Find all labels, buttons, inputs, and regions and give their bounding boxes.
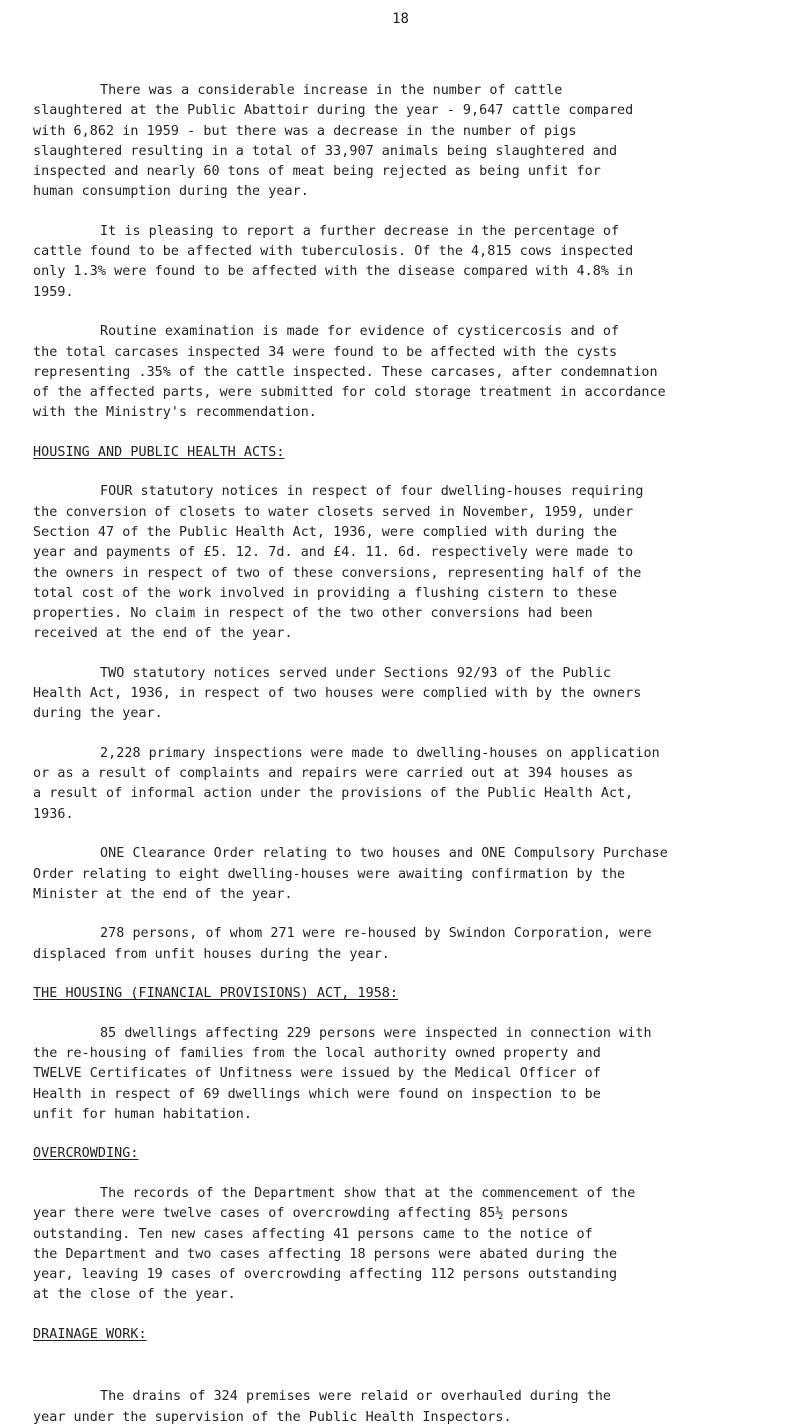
text-line: 2,228 primary inspections were made to dwelling-houses on application (100, 746, 660, 761)
text-line: Order relating to eight dwelling-houses were awaiting confirmation by the (33, 867, 626, 882)
text-line: the Department and two cases affecting 18 persons were abated during the (33, 1247, 618, 1262)
text-line: slaughtered resulting in a total of 33,907 animals being slaughtered and (33, 144, 618, 159)
text-line: Health in respect of 69 dwellings which were found on inspection to be (33, 1087, 601, 1102)
text-line: year there were twelve cases of overcrowding affecting 85½ persons (33, 1206, 569, 1221)
section-heading: HOUSING AND PUBLIC HEALTH ACTS: (33, 445, 285, 460)
text-line: of the affected parts, were submitted for cold storage treatment in accordance (33, 385, 666, 400)
text-line: total cost of the work involved in providing a flushing cistern to these (33, 586, 618, 601)
text-line: TWO statutory notices served under Sections 92/93 of the Public (100, 666, 612, 681)
text-line: year and payments of £5. 12. 7d. and £4. 11. 6d. respectively were made to (33, 545, 634, 560)
text-line: a result of informal action under the provisions of the Public Health Act, (33, 786, 634, 801)
text-line: cattle found to be affected with tuberculosis. Of the 4,815 cows inspected (33, 244, 634, 259)
text-line: It is pleasing to report a further decrease in the percentage of (100, 224, 620, 239)
text-line: with the Ministry's recommendation. (33, 405, 317, 420)
text-line: the total carcases inspected 34 were found to be affected with the cysts (33, 345, 618, 360)
text-line: The drains of 324 premises were relaid or overhauled during the (100, 1389, 612, 1404)
text-line: human consumption during the year. (33, 184, 309, 199)
text-line: representing .35% of the cattle inspected. These carcases, after condemnation (33, 365, 658, 380)
text-line: the re-housing of families from the local authority owned property and (33, 1046, 601, 1061)
section-heading: THE HOUSING (FINANCIAL PROVISIONS) ACT, 1958: (33, 986, 399, 1001)
text-line: slaughtered at the Public Abattoir during the year - 9,647 cattle compared (33, 103, 634, 118)
text-line: 85 dwellings affecting 229 persons were inspected in connection with (100, 1026, 652, 1041)
text-line: unfit for human habitation. (33, 1107, 253, 1122)
text-line: properties. No claim in respect of the two other conversions had been (33, 606, 593, 621)
text-line: Minister at the end of the year. (33, 887, 293, 902)
text-line: at the close of the year. (33, 1287, 236, 1302)
text-line: 278 persons, of whom 271 were re-housed by Swindon Corporation, were (100, 926, 652, 941)
text-line: The records of the Department show that at the commencement of the (100, 1186, 636, 1201)
page-number: 18 (392, 11, 409, 27)
section-heading: DRAINAGE WORK: (33, 1327, 147, 1342)
text-line: ONE Clearance Order relating to two houses and ONE Compulsory Purchase (100, 846, 668, 861)
text-line: during the year. (33, 706, 163, 721)
text-line: displaced from unfit houses during the year. (33, 947, 390, 962)
text-line: Routine examination is made for evidence of cysticercosis and of (100, 324, 620, 339)
text-line: or as a result of complaints and repairs were carried out at 394 houses as (33, 766, 634, 781)
text-line: 1959. (33, 285, 74, 300)
text-line: year under the supervision of the Public Health Inspectors. (33, 1410, 512, 1425)
text-line: FOUR statutory notices in respect of four dwelling-houses requiring (100, 484, 644, 499)
text-line: the conversion of closets to water closets served in November, 1959, under (33, 505, 634, 520)
text-line: There was a considerable increase in the number of cattle (100, 83, 563, 98)
text-line: the owners in respect of two of these conversions, representing half of the (33, 566, 642, 581)
text-line: received at the end of the year. (33, 626, 293, 641)
text-line: year, leaving 19 cases of overcrowding affecting 112 persons outstanding (33, 1267, 618, 1282)
text-line: Section 47 of the Public Health Act, 1936, were complied with during the (33, 525, 618, 540)
text-line: outstanding. Ten new cases affecting 41 persons came to the notice of (33, 1227, 593, 1242)
text-line: inspected and nearly 60 tons of meat being rejected as being unfit for (33, 164, 601, 179)
text-line: Health Act, 1936, in respect of two houses were complied with by the owners (33, 686, 642, 701)
section-heading: OVERCROWDING: (33, 1146, 139, 1161)
text-line: 1936. (33, 807, 74, 822)
text-line: TWELVE Certificates of Unfitness were issued by the Medical Officer of (33, 1066, 601, 1081)
text-line: with 6,862 in 1959 - but there was a decrease in the number of pigs (33, 124, 577, 139)
text-line: only 1.3% were found to be affected with the disease compared with 4.8% in (33, 264, 634, 279)
